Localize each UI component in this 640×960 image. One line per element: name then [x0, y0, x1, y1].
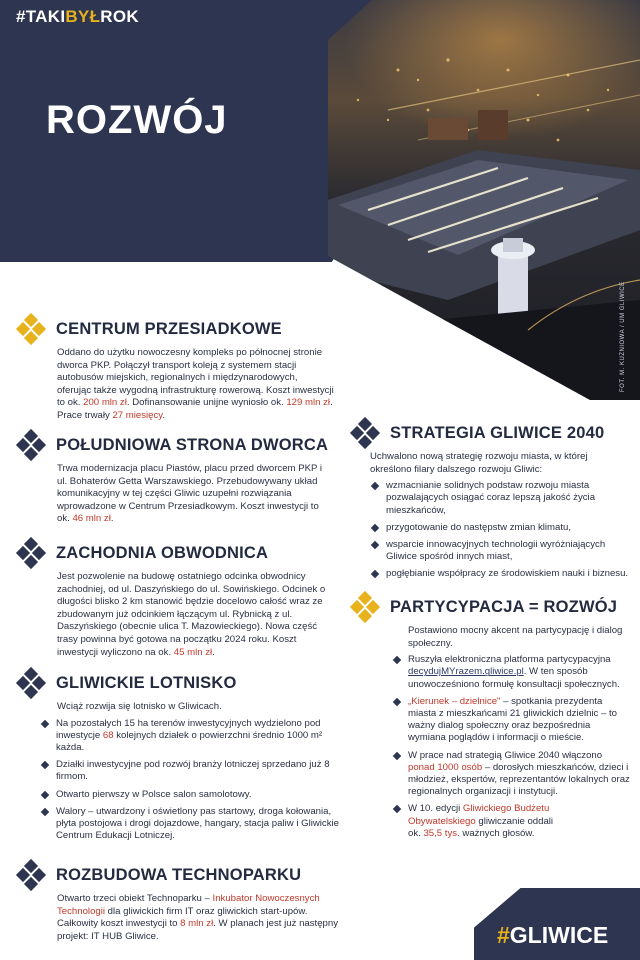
- diamonds-icon: [14, 314, 48, 344]
- list-item: wsparcie innowacyjnych technologii wyróżniających Gliwice spośród innych miast,: [370, 539, 630, 563]
- section-partycypacja-rozwoj: [348, 592, 630, 845]
- section-intro: Wciąż rozwija się lotnisko w Gliwicach.: [57, 701, 222, 712]
- section-intro: Uchwalono nową strategię rozwoju miasta, w której określono filary dalszego rozwoju Gliwic:: [370, 451, 588, 475]
- section-title: GLIWICKIE LOTNISKO: [56, 673, 237, 692]
- bullet-list: [370, 480, 630, 580]
- hashtag-gliwice: #GLIWICE: [497, 922, 609, 948]
- bullet-list: [40, 718, 344, 843]
- section-centrum-przesiadkowe: [14, 314, 334, 423]
- section-zachodnia-obwodnica: [14, 538, 334, 659]
- section-rozbudowa-technoparku: [14, 860, 344, 943]
- list-item: Otwarto pierwszy w Polsce salon samolotowy.: [40, 789, 344, 801]
- list-item: pogłębianie współpracy ze środowiskiem nauki i biznesu.: [370, 568, 630, 580]
- bullet-list: [392, 654, 630, 840]
- section-body: Trwa modernizacja placu Piastów, placu przed dworcem PKP i ul. Bohaterów Getta Warszawskiego. Przebudowywany układ komunikacyjny w tej części Gliwic uzupełni rozwiązania wprowadzone w Centrum Przesiadkowym. Koszt inwestycji to ok. 46 mln zł.: [57, 463, 323, 525]
- section-title: STRATEGIA GLIWICE 2040: [390, 423, 605, 442]
- diamonds-icon: [14, 860, 48, 890]
- page-title: ROZWÓJ: [46, 98, 228, 142]
- list-item: wzmacnianie solidnych podstaw rozwoju miasta pozwalających osiągać coraz lepszą jakość życia mieszkańców,: [370, 480, 630, 517]
- platform-link[interactable]: decydujMYrazem.gliwice.pl: [408, 666, 524, 678]
- section-body: Otwarto trzeci obiekt Technoparku – Inkubator Nowoczesnych Technologii dla gliwickich firm IT oraz gliwickich start-upów. Całkowity koszt inwestycji to 8 mln zł. W planach jest już następny projekt: IT HUB Gliwice.: [57, 893, 339, 942]
- city-night-photo: [328, 0, 640, 400]
- list-item: Działki inwestycyjne pod rozwój branży lotniczej sprzedano już 8 firmom.: [40, 759, 344, 783]
- list-item: „Kierunek – dzielnice" – spotkania prezydenta miasta z mieszkańcami 21 gliwickich dzielnic – to ważny dialog społeczny oraz bezpośrednia wymiana poglądów i informacji o mieście.: [392, 696, 630, 745]
- section-title: ZACHODNIA OBWODNICA: [56, 543, 269, 562]
- section-poludniowa-strona-dworca: [14, 430, 334, 526]
- diamonds-icon: [14, 538, 48, 568]
- diamonds-icon: [14, 430, 48, 460]
- section-title: CENTRUM PRZESIADKOWE: [56, 319, 282, 338]
- list-item: W prace nad strategią Gliwice 2040 włączono ponad 1000 osób – dorosłych mieszkańców, dzieci i młodzież, ekspertów, reprezentantów lokalnych oraz regionalnych organizacji i instytucji.: [392, 750, 630, 799]
- list-item: przygotowanie do następstw zmian klimatu,: [370, 522, 630, 534]
- section-body: Oddano do użytku nowoczesny kompleks po północnej stronie dworca PKP. Połączył transport koleją z systemem stacji autobusów miejskich, regionalnych i międzynarodowych, oferując także wygodną infrastrukturę rowerową. Koszt inwestycji to ok. 200 mln zł. Dofinansowanie unijne wyniosło ok. 129 mln zł. Prace trwały 27 miesięcy.: [57, 347, 334, 421]
- photo-credit: FOT. M. KUZNIOWA / UM GLIWICE: [620, 281, 626, 392]
- diamonds-icon: [348, 418, 382, 448]
- diamonds-icon: [14, 668, 48, 698]
- list-item: Ruszyła elektroniczna platforma partycypacyjna decydujMYrazem.gliwice.pl. W ten sposób unowocześniono formułę konsultacji społecznych.: [392, 654, 630, 691]
- list-item: W 10. edycji Gliwickiego Budżetu Obywatelskiego gliwiczanie oddali ok. 35,5 tys. ważnych głosów.: [392, 803, 630, 840]
- section-title: PARTYCYPACJA = ROZWÓJ: [390, 597, 618, 616]
- section-intro: Postawiono mocny akcent na partycypację i dialog społeczny.: [408, 625, 623, 649]
- section-title: ROZBUDOWA TECHNOPARKU: [56, 865, 302, 884]
- hashtag-taki-byl-rok: #TAKIBYŁROK: [16, 7, 139, 26]
- section-gliwickie-lotnisko: [14, 668, 344, 847]
- section-title: POŁUDNIOWA STRONA DWORCA: [56, 435, 329, 454]
- diamonds-icon: [348, 592, 382, 622]
- section-body: Jest pozwolenie na budowę ostatniego odcinka obwodnicy zachodniej, od ul. Daszyńskiego do ul. Sowińskiego. Odcinek o długości blisko 2 km stanowić będzie docelowo całość wraz ze zbudowanym już odcinkiem łączącym ul. Rybnicką z ul. Daszyńskiego (obecnie ulica T. Mazowieckiego). Nowa część trasy powinna być gotowa na początku 2024 roku. Koszt inwestycji wyliczono na ok. 45 mln zł.: [57, 571, 326, 658]
- list-item: Walory – utwardzony i oświetlony pas startowy, droga kołowania, płyta postojowa i drogi dojazdowe, hangary, stacja paliw i Gliwickie Centrum Edukacji Lotniczej.: [40, 806, 344, 843]
- section-strategia-gliwice-2040: [348, 418, 630, 586]
- list-item: Na pozostałych 15 ha terenów inwestycyjnych wydzielono pod inwestycje 68 kolejnych działek o powierzchni średnio 1000 m² każda.: [40, 718, 344, 755]
